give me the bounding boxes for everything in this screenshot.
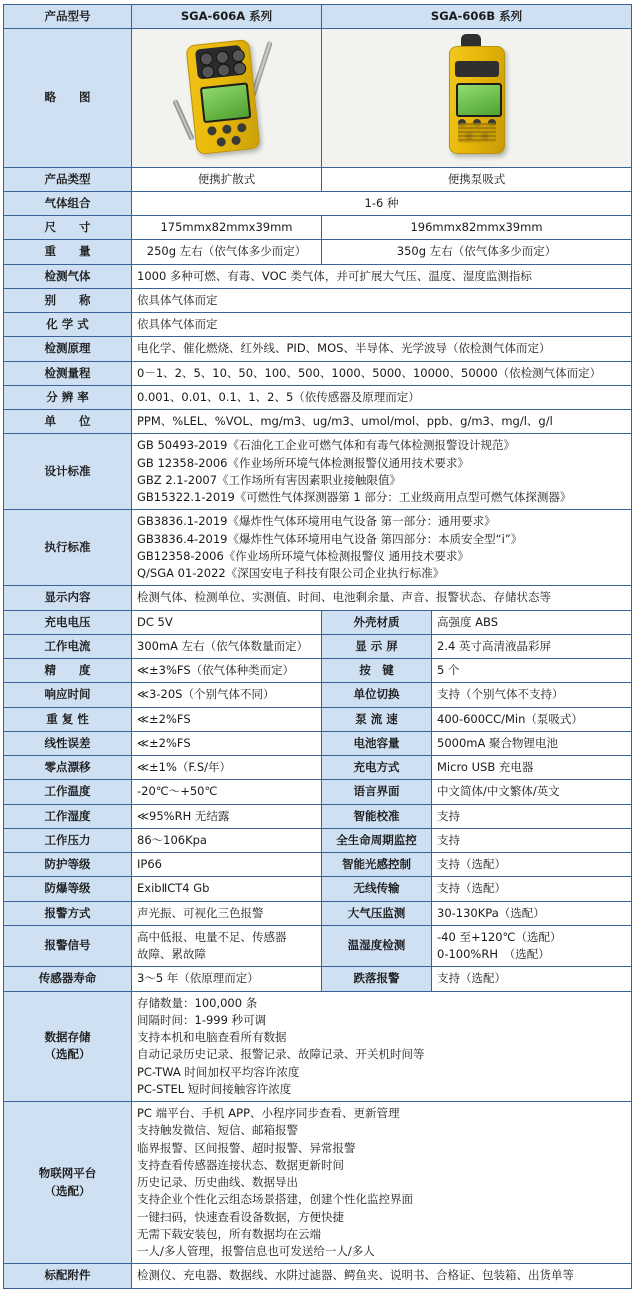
- pair-label-left: 防爆等级: [4, 877, 132, 901]
- pair-value-left: ≪±2%FS: [132, 707, 322, 731]
- row-value-b: 350g 左右（依气体多少而定）: [322, 240, 632, 264]
- iot-platform-line: 临界报警、区间报警、超时报警、异常报警: [137, 1140, 356, 1155]
- spec-table: [3, 4, 632, 1289]
- table-row: [4, 634, 632, 658]
- pair-label-right: 按 键: [322, 659, 432, 683]
- row-value: 1-6 种: [132, 191, 632, 215]
- pair-label-left: 工作温度: [4, 780, 132, 804]
- table-row: [4, 780, 632, 804]
- temp-humidity-line: 0-100%RH （选配）: [437, 947, 550, 961]
- design-standard-value: [132, 434, 632, 510]
- data-storage-line: 存储数量：100,000 条: [137, 995, 258, 1010]
- drop-alarm-label: 跌落报警: [322, 967, 432, 991]
- header-model-label: 产品型号: [4, 5, 132, 29]
- pair-label-left: 充电电压: [4, 610, 132, 634]
- iot-platform-label-line: 物联网平台: [38, 1166, 97, 1181]
- pair-label-right: 充电方式: [322, 756, 432, 780]
- pair-label-left: 工作湿度: [4, 804, 132, 828]
- execute-standard-line: GB3836.4-2019《爆炸性气体环境用电气设备 第四部分：本质安全型“i”》: [137, 531, 523, 546]
- pair-label-left: 响应时间: [4, 683, 132, 707]
- table-row: [4, 731, 632, 755]
- pump-suction-gas-detector-icon: [431, 32, 523, 158]
- row-value-a: 175mmx82mmx39mm: [132, 216, 322, 240]
- pair-label-right: 显 示 屏: [322, 634, 432, 658]
- table-row: [4, 264, 632, 288]
- table-row: [4, 167, 632, 191]
- table-row: [4, 804, 632, 828]
- pair-label-right: 无线传输: [322, 877, 432, 901]
- iot-platform-line: 支持企业个性化云组态场景搭建，创建个性化监控界面: [137, 1192, 413, 1207]
- row-label: 检测气体: [4, 264, 132, 288]
- pair-value-right: 2.4 英寸高清液晶彩屏: [432, 634, 632, 658]
- pair-label-right: 单位切换: [322, 683, 432, 707]
- portable-gas-detector-icon: [175, 34, 279, 156]
- alarm-signal-label: 报警信号: [4, 925, 132, 967]
- pair-label-left: 线性误差: [4, 731, 132, 755]
- design-standard-line: GB 50493-2019《石油化工企业可燃气体和有毒气体检测报警设计规范》: [137, 438, 515, 453]
- pair-value-right: 支持: [432, 804, 632, 828]
- execute-standard-value: [132, 510, 632, 586]
- table-row: [4, 967, 632, 991]
- pair-label-right: 大气压监测: [322, 901, 432, 925]
- display-content-label: 显示内容: [4, 586, 132, 610]
- pair-label-right: 电池容量: [322, 731, 432, 755]
- table-row: [4, 434, 632, 510]
- data-storage-label: [4, 991, 132, 1102]
- row-label: 气体组合: [4, 191, 132, 215]
- row-value: 依具体气体而定: [132, 313, 632, 337]
- pair-label-right: 全生命周期监控: [322, 828, 432, 852]
- table-row: [4, 756, 632, 780]
- pair-value-right: 5 个: [432, 659, 632, 683]
- iot-platform-line: 一键扫码，快速查看设备数据，方便快捷: [137, 1209, 344, 1224]
- iot-platform-line: 无需下载安装包，所有数据均在云端: [137, 1226, 321, 1241]
- pair-value-left: ≪±3%FS（依气体种类而定）: [132, 659, 322, 683]
- table-row: [4, 1102, 632, 1264]
- data-storage-line: 支持本机和电脑查看所有数据: [137, 1030, 287, 1044]
- table-row: [4, 828, 632, 852]
- design-standard-line: GB15322.1-2019《可燃性气体探测器第 1 部分：工业级商用点型可燃气体探测器》: [137, 490, 572, 504]
- data-storage-line: 间隔时间：1-999 秒可调: [137, 1012, 267, 1027]
- pair-label-left: 防护等级: [4, 853, 132, 877]
- table-row: [4, 683, 632, 707]
- row-label: 检测量程: [4, 361, 132, 385]
- pair-value-right: 高强度 ABS: [432, 610, 632, 634]
- pair-value-left: 300mA 左右（依气体数量而定）: [132, 634, 322, 658]
- table-row: [4, 5, 632, 29]
- pair-value-left: -20℃～+50℃: [132, 780, 322, 804]
- pair-value-right: 支持（个别气体不支持）: [432, 683, 632, 707]
- drop-alarm-value: 支持（选配）: [432, 967, 632, 991]
- row-label: 产品类型: [4, 167, 132, 191]
- data-storage-value: [132, 991, 632, 1102]
- pair-value-left: ≪±2%FS: [132, 731, 322, 755]
- pair-value-left: IP66: [132, 853, 322, 877]
- row-value-b: 196mmx82mmx39mm: [322, 216, 632, 240]
- row-value: 0.001、0.01、0.1、1、2、5（依传感器及原理而定）: [132, 385, 632, 409]
- table-row: [4, 510, 632, 586]
- pair-label-left: 精 度: [4, 659, 132, 683]
- design-standard-line: GBZ 2.1-2007《工作场所有害因素职业接触限值》: [137, 472, 402, 487]
- row-value-a: 250g 左右（依气体多少而定）: [132, 240, 322, 264]
- table-row: [4, 707, 632, 731]
- table-row: [4, 337, 632, 361]
- table-row: [4, 191, 632, 215]
- table-row: [4, 586, 632, 610]
- row-label: 化 学 式: [4, 313, 132, 337]
- iot-platform-line: 支持触发微信、短信、邮箱报警: [137, 1123, 298, 1138]
- row-value-b: 便携泵吸式: [322, 167, 632, 191]
- design-standard-line: GB 12358-2006《作业场所环境气体检测报警仪通用技术要求》: [137, 455, 469, 470]
- table-row: [4, 901, 632, 925]
- pair-label-left: 重 复 性: [4, 707, 132, 731]
- row-value: PPM、%LEL、%VOL、mg/m3、ug/m3、umol/mol、ppb、g/m3、mg/l、g/l: [132, 410, 632, 434]
- table-row: [4, 240, 632, 264]
- row-value: 依具体气体而定: [132, 288, 632, 312]
- table-row: [4, 361, 632, 385]
- pair-label-left: 报警方式: [4, 901, 132, 925]
- pair-value-right: 30-130KPa（选配）: [432, 901, 632, 925]
- row-value: 0－1、2、5、10、50、100、500、1000、5000、10000、50000（依检测气体而定）: [132, 361, 632, 385]
- row-label: 别 称: [4, 288, 132, 312]
- table-row: [4, 410, 632, 434]
- alarm-signal-value: [132, 925, 322, 967]
- alarm-signal-line: 故障、累故障: [137, 947, 206, 961]
- iot-platform-line: 支持查看传感器连接状态、数据更新时间: [137, 1157, 344, 1172]
- pair-label-right: 智能光感控制: [322, 853, 432, 877]
- data-storage-line: PC-TWA 时间加权平均容许浓度: [137, 1064, 300, 1079]
- pair-value-right: 支持: [432, 828, 632, 852]
- pair-label-left: 工作压力: [4, 828, 132, 852]
- table-row: [4, 385, 632, 409]
- device-a-image: [132, 29, 322, 167]
- row-value-a: 便携扩散式: [132, 167, 322, 191]
- iot-platform-value: [132, 1102, 632, 1264]
- header-model-b: SGA-606B 系列: [322, 5, 632, 29]
- table-row: [4, 288, 632, 312]
- table-row: [4, 1264, 632, 1288]
- pair-value-left: ExibⅡCT4 Gb: [132, 877, 322, 901]
- pair-label-right: 泵 流 速: [322, 707, 432, 731]
- pair-value-right: 支持（选配）: [432, 877, 632, 901]
- iot-platform-line: 一人/多人管理，报警信息也可发送给一人/多人: [137, 1244, 375, 1258]
- iot-platform-label-line: （选配）: [44, 1183, 91, 1198]
- execute-standard-line: GB3836.1-2019《爆炸性气体环境用电气设备 第一部分：通用要求》: [137, 514, 496, 529]
- pair-value-left: 86～106Kpa: [132, 828, 322, 852]
- pair-label-right: 智能校准: [322, 804, 432, 828]
- data-storage-label-line: 数据存储: [44, 1030, 91, 1044]
- temp-humidity-value: [432, 925, 632, 967]
- iot-platform-line: PC 端平台、手机 APP、小程序同步查看、更新管理: [137, 1106, 400, 1120]
- row-value: 电化学、催化燃烧、红外线、PID、MOS、半导体、光学波导（依检测气体而定）: [132, 337, 632, 361]
- table-row: [4, 925, 632, 967]
- table-row: [4, 853, 632, 877]
- execute-standard-line: GB12358-2006《作业场所环境气体检测报警仪 通用技术要求》: [137, 548, 469, 563]
- table-row: [4, 659, 632, 683]
- row-label: 分 辨 率: [4, 385, 132, 409]
- row-label: 检测原理: [4, 337, 132, 361]
- execute-standard-line: Q/SGA 01-2022《深国安电子科技有限公司企业执行标准》: [137, 566, 445, 580]
- pair-label-right: 外壳材质: [322, 610, 432, 634]
- temp-humidity-line: -40 至+120℃（选配）: [437, 929, 562, 944]
- pair-value-right: 400-600CC/Min（泵吸式）: [432, 707, 632, 731]
- pair-value-right: 中文简体/中文繁体/英文: [432, 780, 632, 804]
- table-row: [4, 877, 632, 901]
- table-row: [4, 29, 632, 167]
- header-model-a: SGA-606A 系列: [132, 5, 322, 29]
- pair-value-left: ≪3-20S（个别气体不同）: [132, 683, 322, 707]
- table-row: [4, 216, 632, 240]
- sensor-life-label: 传感器寿命: [4, 967, 132, 991]
- pair-value-left: 声光振、可视化三色报警: [132, 901, 322, 925]
- pair-label-left: 工作电流: [4, 634, 132, 658]
- table-row: [4, 313, 632, 337]
- pair-value-left: DC 5V: [132, 610, 322, 634]
- pair-label-left: 零点漂移: [4, 756, 132, 780]
- data-storage-line: PC-STEL 短时间接触容许浓度: [137, 1081, 292, 1096]
- pair-label-right: 语言界面: [322, 780, 432, 804]
- accessories-value: 检测仪、充电器、数据线、水阱过滤器、鳄鱼夹、说明书、合格证、包装箱、出货单等: [132, 1264, 632, 1288]
- design-standard-label: 设计标准: [4, 434, 132, 510]
- accessories-label: 标配附件: [4, 1264, 132, 1288]
- data-storage-line: 自动记录历史记录、报警记录、故障记录、开关机时间等: [137, 1047, 425, 1062]
- row-label: 单 位: [4, 410, 132, 434]
- execute-standard-label: 执行标准: [4, 510, 132, 586]
- temp-humidity-label: 温湿度检测: [322, 925, 432, 967]
- pair-value-right: 支持（选配）: [432, 853, 632, 877]
- data-storage-label-line: （选配）: [44, 1047, 91, 1062]
- table-row: [4, 991, 632, 1102]
- display-content-value: 检测气体、检测单位、实测值、时间、电池剩余量、声音、报警状态、存储状态等: [132, 586, 632, 610]
- iot-platform-line: 历史记录、历史曲线、数据导出: [137, 1175, 298, 1189]
- pair-value-right: Micro USB 充电器: [432, 756, 632, 780]
- device-b-image: [322, 29, 632, 167]
- row-value: 1000 多种可燃、有毒、VOC 类气体，并可扩展大气压、温度、湿度监测指标: [132, 264, 632, 288]
- pair-value-left: ≪95%RH 无结露: [132, 804, 322, 828]
- row-label: 重 量: [4, 240, 132, 264]
- iot-platform-label: [4, 1102, 132, 1264]
- pair-value-right: 5000mA 聚合物锂电池: [432, 731, 632, 755]
- row-label: 尺 寸: [4, 216, 132, 240]
- table-row: [4, 610, 632, 634]
- diagram-label: 略 图: [4, 29, 132, 167]
- pair-value-left: ≪±1%（F.S/年）: [132, 756, 322, 780]
- alarm-signal-line: 高中低报、电量不足、传感器: [137, 929, 287, 944]
- sensor-life-value: 3～5 年（依原理而定）: [132, 967, 322, 991]
